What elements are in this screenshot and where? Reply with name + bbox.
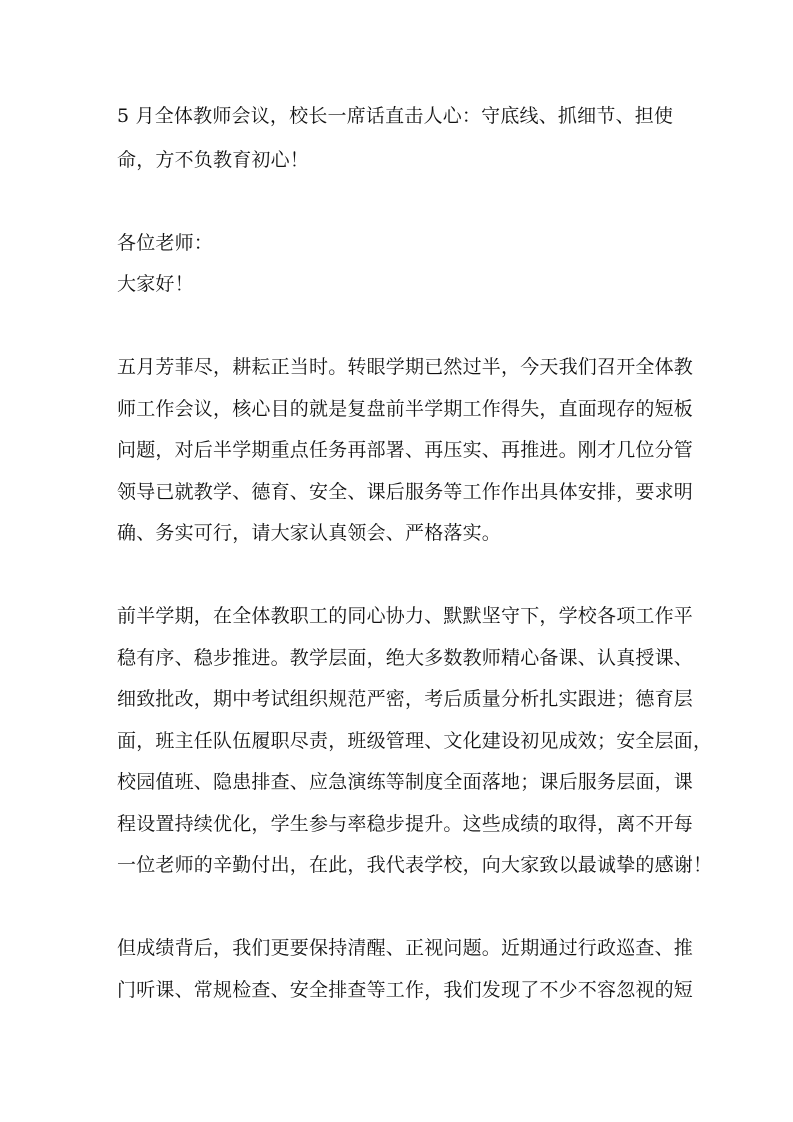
paragraph-2-line-4: 面，班主任队伍履职尽责，班级管理、文化建设初见成效；安全层面，: [117, 730, 713, 752]
paragraph-2-line-1: 前半学期，在全体教职工的同心协力、默默坚守下，学校各项工作平: [117, 605, 694, 627]
paragraph-2-line-2: 稳有序、稳步推进。教学层面，绝大多数教师精心备课、认真授课、: [117, 647, 694, 669]
paragraph-1-line-2: 师工作会议，核心目的就是复盘前半学期工作得失，直面现存的短板: [117, 398, 694, 420]
paragraph-1-line-4: 领导已就教学、德育、安全、课后服务等工作作出具体安排，要求明: [117, 481, 694, 503]
title-line-2: 命，方不负教育初心！: [117, 149, 310, 171]
paragraph-2-line-6: 程设置持续优化，学生参与率稳步提升。这些成绩的取得，离不开每: [117, 813, 694, 835]
paragraph-2-line-3: 细致批改，期中考试组织规范严密，考后质量分析扎实跟进；德育层: [117, 688, 694, 710]
salutation: 各位老师：: [117, 232, 214, 254]
paragraph-3-line-2: 门听课、常规检查、安全排查等工作，我们发现了不少不容忽视的短: [117, 979, 694, 1001]
paragraph-3-line-1: 但成绩背后，我们更要保持清醒、正视问题。近期通过行政巡查、推: [117, 937, 694, 959]
paragraph-2-line-7: 一位老师的辛勤付出，在此，我代表学校，向大家致以最诚挚的感谢！: [117, 854, 713, 876]
title-line-1: 5 月全体教师会议，校长一席话直击人心：守底线、抓细节、担使: [117, 105, 674, 127]
paragraph-2-line-5: 校园值班、隐患排查、应急演练等制度全面落地；课后服务层面，课: [117, 771, 694, 793]
paragraph-1-line-5: 确、务实可行，请大家认真领会、严格落实。: [117, 522, 502, 544]
paragraph-1-line-1: 五月芳菲尽，耕耘正当时。转眼学期已然过半，今天我们召开全体教: [117, 356, 694, 378]
paragraph-1-line-3: 问题，对后半学期重点任务再部署、再压实、再推进。刚才几位分管: [117, 439, 694, 461]
greeting: 大家好！: [117, 273, 194, 295]
